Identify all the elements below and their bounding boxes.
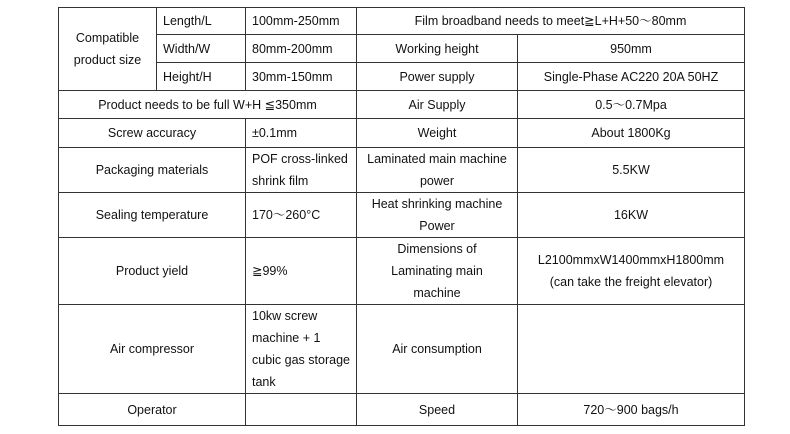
air-supply-label: Air Supply [357, 91, 518, 119]
air-compressor-value-line: machine + 1 [252, 331, 321, 345]
film-broadband-requirement: Film broadband needs to meet≧L+H+50～80mm [357, 8, 745, 35]
speed-label: Speed [357, 394, 518, 426]
table-row [59, 8, 745, 35]
full-wh-requirement: Product needs to be full W+H ≦350mm [59, 91, 357, 119]
heat-shrink-label-line: Power [419, 219, 455, 233]
air-compressor-value-line: cubic gas storage [252, 353, 350, 367]
table-row [59, 193, 745, 238]
table-row [59, 394, 745, 426]
screw-accuracy-label: Screw accuracy [59, 119, 246, 148]
laminated-power-label-line: power [419, 174, 455, 188]
air-compressor-value [246, 305, 357, 394]
table-row [59, 63, 745, 91]
packaging-value-line: POF cross-linked [252, 152, 348, 166]
packaging-label: Packaging materials [59, 148, 246, 193]
working-height-label: Working height [357, 35, 518, 63]
weight-value: About 1800Kg [518, 119, 745, 148]
operator-value [246, 394, 357, 426]
laminated-power-value: 5.5KW [518, 148, 745, 193]
length-value: 100mm-250mm [246, 8, 357, 35]
operator-label: Operator [59, 394, 246, 426]
table-row [59, 119, 745, 148]
table-row [59, 35, 745, 63]
power-supply-label: Power supply [357, 63, 518, 91]
heat-shrink-label-line: Heat shrinking machine [371, 197, 503, 211]
height-label: Height/H [157, 63, 246, 91]
power-supply-value: Single-Phase AC220 20A 50HZ [518, 63, 745, 91]
table-row [59, 148, 745, 193]
screw-accuracy-value: ±0.1mm [246, 119, 357, 148]
compatible-size-label: Compatible product size [59, 8, 157, 91]
dimensions-label-line: Laminating main [391, 264, 483, 278]
dimensions-value-line: L2100mmxW1400mmxH1800mm [537, 253, 725, 267]
width-value: 80mm-200mm [246, 35, 357, 63]
air-compressor-value-line: tank [252, 375, 276, 389]
dimensions-label-line: Dimensions of [397, 242, 477, 256]
table-row [59, 91, 745, 119]
air-consumption-value [518, 305, 745, 394]
dimensions-value [518, 238, 745, 305]
yield-value: ≧99% [246, 238, 357, 305]
table-row [59, 238, 745, 305]
yield-label: Product yield [59, 238, 246, 305]
weight-label: Weight [357, 119, 518, 148]
heat-shrink-value: 16KW [518, 193, 745, 238]
air-compressor-label: Air compressor [59, 305, 246, 394]
dimensions-value-line: (can take the freight elevator) [549, 275, 713, 289]
laminated-power-label [357, 148, 518, 193]
air-consumption-label: Air consumption [357, 305, 518, 394]
dimensions-label-line: machine [413, 286, 461, 300]
air-compressor-value-line: 10kw screw [252, 309, 318, 323]
packaging-value-line: shrink film [252, 174, 309, 188]
laminated-power-label-line: Laminated main machine [367, 152, 507, 166]
table-row [59, 305, 745, 394]
dimensions-label [357, 238, 518, 305]
spec-table [58, 7, 745, 426]
heat-shrink-label [357, 193, 518, 238]
width-label: Width/W [157, 35, 246, 63]
sealing-temp-label: Sealing temperature [59, 193, 246, 238]
length-label: Length/L [157, 8, 246, 35]
sealing-temp-value: 170～260°C [246, 193, 357, 238]
air-supply-value: 0.5～0.7Mpa [518, 91, 745, 119]
packaging-value [246, 148, 357, 193]
height-value: 30mm-150mm [246, 63, 357, 91]
speed-value: 720～900 bags/h [518, 394, 745, 426]
working-height-value: 950mm [518, 35, 745, 63]
